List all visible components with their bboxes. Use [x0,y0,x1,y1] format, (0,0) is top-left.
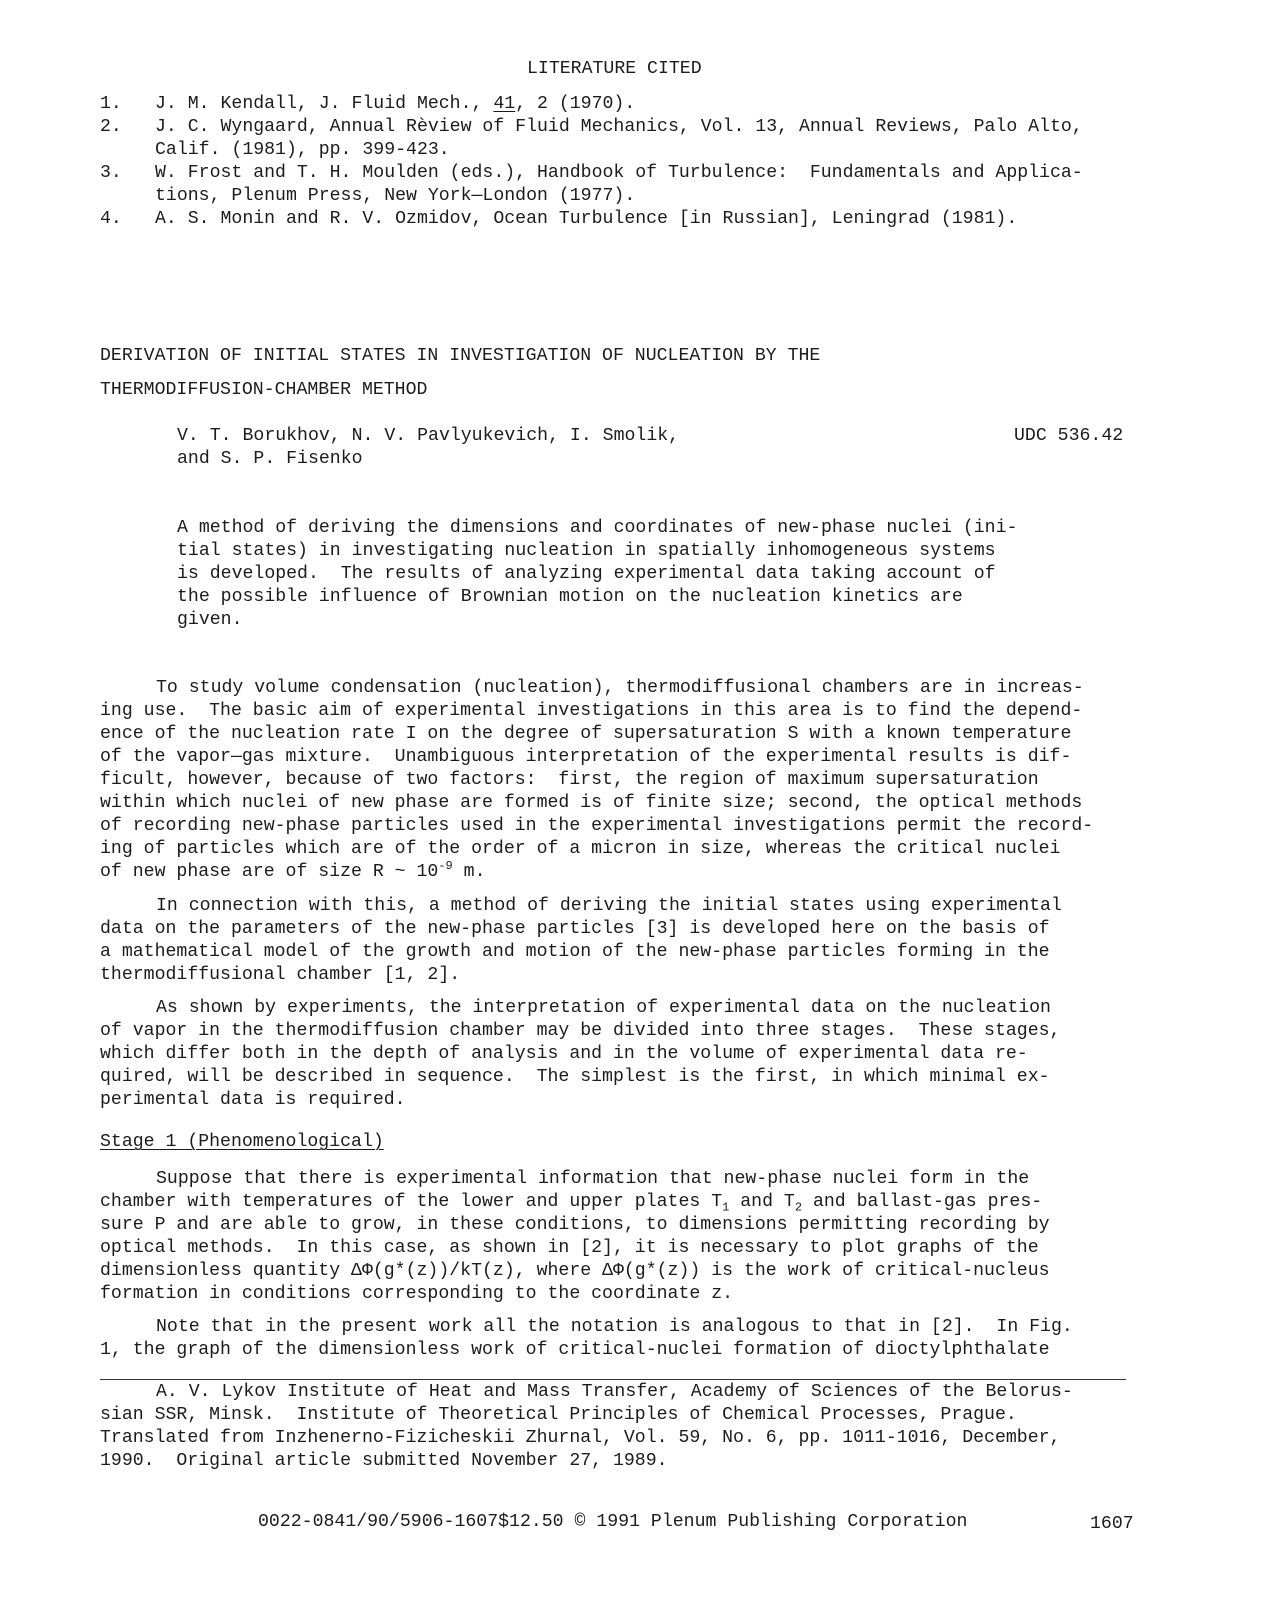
body-line: As shown by experiments, the interpretation of experimental data on the nucleation [156,998,1051,1018]
body-line: To study volume condensation (nucleation), thermodiffusional chambers are in increas- [156,678,1084,698]
body-text: m. [452,862,486,882]
ref-text [155,93,635,116]
body-line: Note that in the present work all the notation is analogous to that in [2]. In Fig. [156,1317,1073,1337]
ref-volume: 41 [493,94,516,114]
subscript: 1 [722,1200,730,1215]
footnote-line: A. V. Lykov Institute of Heat and Mass Transfer, Academy of Sciences of the Belorus- [156,1382,1073,1402]
body-text: of new phase are of size R ~ 10 [100,862,439,882]
ref-text: Calif. (1981), pp. 399-423. [155,140,450,160]
page-number: 1607 [1090,1514,1134,1534]
abstract-line: is developed. The results of analyzing experimental data taking account of [177,564,996,584]
ref-text: A. S. Monin and R. V. Ozmidov, Ocean Turbulence [in Russian], Leningrad (1981). [155,209,1018,229]
abstract-line: the possible influence of Brownian motion on the nucleation kinetics are [177,587,963,607]
ref-text-part: J. M. Kendall, J. Fluid Mech., [155,94,494,114]
abstract-line: tial states) in investigating nucleation in spatially inhomogeneous systems [177,541,996,561]
ref-text: tions, Plenum Press, New York—London (1977). [155,186,636,206]
body-line: a mathematical model of the growth and motion of the new-phase particles forming in the [100,942,1050,962]
body-text: and ballast-gas pres- [802,1192,1043,1212]
body-text: and T [729,1192,795,1212]
article-title-line: THERMODIFFUSION-CHAMBER METHOD [100,380,428,400]
body-line: thermodiffusional chamber [1, 2]. [100,965,461,985]
ref-text: J. C. Wyngaard, Annual Rèview of Fluid Mechanics, Vol. 13, Annual Reviews, Palo Alto, [155,117,1083,137]
body-line [100,858,486,884]
body-line: ficult, however, because of two factors: first, the region of maximum supersaturation [100,770,1039,790]
section-heading: Stage 1 (Phenomenological) [100,1132,384,1152]
body-line: optical methods. In this case, as shown in [2], it is necessary to plot graphs of the [100,1238,1039,1258]
body-line: of the vapor—gas mixture. Unambiguous interpretation of the experimental results is dif- [100,747,1072,767]
body-line: In connection with this, a method of deriving the initial states using experimental [156,896,1062,916]
authors-line: and S. P. Fisenko [177,449,363,469]
body-line: of recording new-phase particles used in the experimental investigations permit the record- [100,816,1094,836]
body-line: sure P and are able to grow, in these conditions, to dimensions permitting recording by [100,1215,1050,1235]
body-line: ing of particles which are of the order of a micron in size, whereas the critical nuclei [100,839,1061,859]
article-title-line: DERIVATION OF INITIAL STATES IN INVESTIGATION OF NUCLEATION BY THE [100,346,821,366]
body-line: within which nuclei of new phase are formed is of finite size; second, the optical methods [100,793,1083,813]
body-line: ing use. The basic aim of experimental investigations in this area is to find the depend- [100,701,1083,721]
body-line: which differ both in the depth of analysis and in the volume of experimental data re- [100,1044,1028,1064]
ref-number: 1. [100,94,122,114]
ref-number: 3. [100,163,122,183]
ref-number: 4. [100,209,122,229]
ref-text-part: , 2 (1970). [515,94,636,114]
footnote-line: Translated from Inzhenerno-Fizicheskii Zhurnal, Vol. 59, No. 6, pp. 1011-1016, December, [100,1428,1061,1448]
body-line: of vapor in the thermodiffusion chamber may be divided into three stages. These stages, [100,1021,1061,1041]
ref-text: W. Frost and T. H. Moulden (eds.), Handbook of Turbulence: Fundamentals and Applica- [155,163,1083,183]
footnote-line: 1990. Original article submitted November 27, 1989. [100,1451,668,1471]
ref-number: 2. [100,117,122,137]
exponent: -9 [438,858,453,873]
body-line: 1, the graph of the dimensionless work of critical-nuclei formation of dioctylphthalate [100,1340,1050,1360]
body-line: formation in conditions corresponding to the coordinate z. [100,1284,734,1304]
abstract-line: A method of deriving the dimensions and coordinates of new-phase nuclei (ini- [177,518,1018,538]
literature-heading: LITERATURE CITED [527,59,702,79]
body-line [100,1191,1042,1214]
footnote-line: sian SSR, Minsk. Institute of Theoretical Principles of Chemical Processes, Prague. [100,1405,1017,1425]
body-line: ence of the nucleation rate I on the degree of supersaturation S with a known temperature [100,724,1072,744]
subscript: 2 [794,1200,803,1215]
body-line: Suppose that there is experimental information that new-phase nuclei form in the [156,1169,1030,1189]
authors-line: V. T. Borukhov, N. V. Pavlyukevich, I. Smolik, [177,426,680,446]
body-line: dimensionless quantity ΔΦ(g*(z))/kT(z), where ΔΦ(g*(z)) is the work of critical-nucleus [100,1261,1050,1281]
copyright-line: 0022-0841/90/5906-1607$12.50 © 1991 Plenum Publishing Corporation [258,1512,968,1532]
body-line: quired, will be described in sequence. The simplest is the first, in which minimal ex- [100,1067,1050,1087]
udc-code: UDC 536.42 [1014,426,1124,446]
body-line: data on the parameters of the new-phase particles [3] is developed here on the basis of [100,919,1050,939]
abstract-line: given. [177,610,243,630]
body-text: chamber with temperatures of the lower and upper plates T [100,1192,723,1212]
body-line: perimental data is required. [100,1090,406,1110]
footnote-divider [100,1379,1126,1380]
